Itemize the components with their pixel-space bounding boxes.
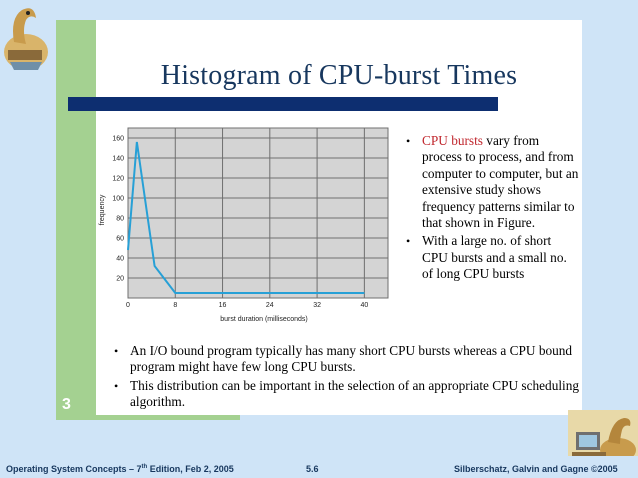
footer-book-title: Operating System Concepts – 7th Edition, Feb 2, 2005 bbox=[6, 464, 234, 474]
bullet-short-long bbox=[404, 233, 580, 282]
title-underline-bar bbox=[68, 97, 498, 111]
bullet-text: With a large no. of short CPU bursts and a small no. of long CPU bursts bbox=[422, 233, 567, 282]
x-tick-label: 0 bbox=[126, 302, 130, 309]
y-tick-label: 80 bbox=[116, 215, 124, 223]
x-tick-label: 8 bbox=[173, 302, 178, 309]
x-axis-label: burst duration (milliseconds) bbox=[220, 316, 308, 323]
y-tick-label: 20 bbox=[116, 275, 124, 283]
y-tick-label: 120 bbox=[112, 175, 124, 183]
bullet-distribution: • This distribution can be important in the selection of an appropriate CPU scheduling algorithm. bbox=[112, 378, 582, 411]
y-tick-label: 160 bbox=[112, 135, 124, 143]
y-tick-label: 100 bbox=[112, 195, 124, 203]
bottom-bullet-list bbox=[112, 343, 582, 413]
plot-background bbox=[128, 128, 388, 298]
slide-number: 3 bbox=[62, 396, 71, 413]
x-tick-label: 40 bbox=[360, 302, 369, 309]
y-tick-label: 60 bbox=[116, 235, 124, 243]
x-tick-label: 16 bbox=[218, 302, 227, 309]
x-tick-label: 24 bbox=[265, 302, 274, 309]
bullet-text: vary from process to process, and from computer to computer, but an extensive study shows frequency patterns similar to that shown in Figure. bbox=[422, 133, 579, 231]
footer-page-number: 5.6 bbox=[306, 464, 319, 474]
slide-title: Histogram of CPU-burst Times bbox=[160, 60, 518, 91]
bullet-io-bound: • An I/O bound program typically has many short CPU bursts whereas a CPU bound program might have few long CPU bursts. bbox=[112, 343, 582, 376]
bullet-highlight: CPU bursts bbox=[422, 133, 483, 148]
y-tick-label: 40 bbox=[116, 255, 124, 263]
dinosaur-mascot-icon bbox=[0, 0, 52, 74]
bullet-cpu-bursts bbox=[404, 133, 580, 231]
right-bullet-list bbox=[404, 133, 580, 285]
y-tick-label: 140 bbox=[112, 155, 124, 163]
x-tick-label: 32 bbox=[313, 302, 321, 309]
y-axis-label: frequency bbox=[99, 194, 106, 226]
cpu-burst-histogram-chart bbox=[96, 120, 396, 330]
footer-copyright: Silberschatz, Galvin and Gagne ©2005 bbox=[454, 464, 618, 474]
